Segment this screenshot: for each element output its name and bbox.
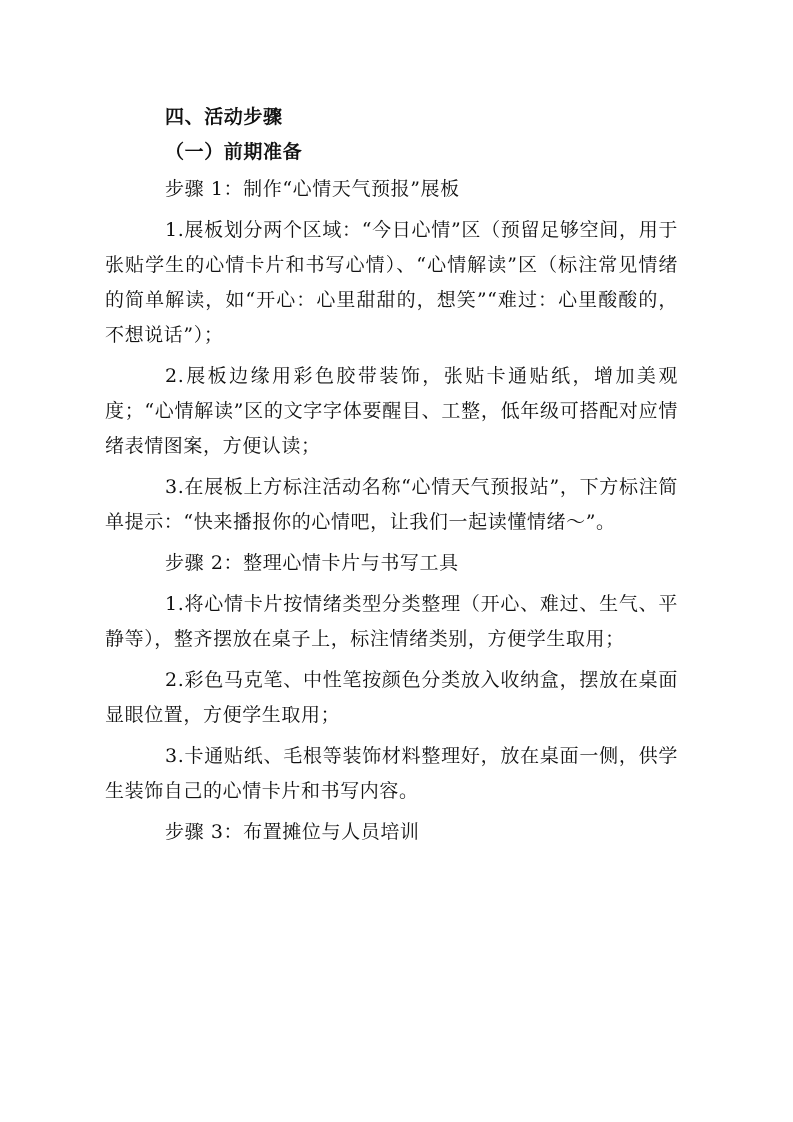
section-title: 四、活动步骤 <box>165 106 283 128</box>
step-3-title: 步骤 3：布置摊位与人员培训 <box>165 821 420 843</box>
document-body <box>105 100 678 856</box>
step-1-item-2: 2.展板边缘用彩色胶带装饰，张贴卡通贴纸，增加美观度；“心情解读”区的文字字体要醒目、工整，低年级可搭配对应情绪表情图案，方便认读； <box>105 365 678 457</box>
step-1-item-1: 1.展板划分两个区域：“今日心情”区（预留足够空间，用于张贴学生的心情卡片和书写心情）、“心情解读”区（标注常见情绪的简单解读，如“开心：心里甜甜的，想笑”“难过：心里酸酸的，不想说话”）； <box>105 219 678 346</box>
step-1-item-3: 3.在展板上方标注活动名称“心情天气预报站”，下方标注简单提示：“快来播报你的心情吧，让我们一起读懂情绪～”。 <box>105 476 678 533</box>
subsection-title: （一）前期准备 <box>165 141 303 163</box>
step-2-title: 步骤 2：整理心情卡片与书写工具 <box>165 552 459 574</box>
step-2-item-1: 1.将心情卡片按情绪类型分类整理（开心、难过、生气、平静等），整齐摆放在桌子上，标注情绪类别，方便学生取用； <box>105 593 678 650</box>
step-2-item-2: 2.彩色马克笔、中性笔按颜色分类放入收纳盒，摆放在桌面显眼位置，方便学生取用； <box>105 669 678 726</box>
step-1-title: 步骤 1：制作“心情天气预报”展板 <box>165 178 460 200</box>
step-2-item-3: 3.卡通贴纸、毛根等装饰材料整理好，放在桌面一侧，供学生装饰自己的心情卡片和书写内容。 <box>105 745 678 802</box>
